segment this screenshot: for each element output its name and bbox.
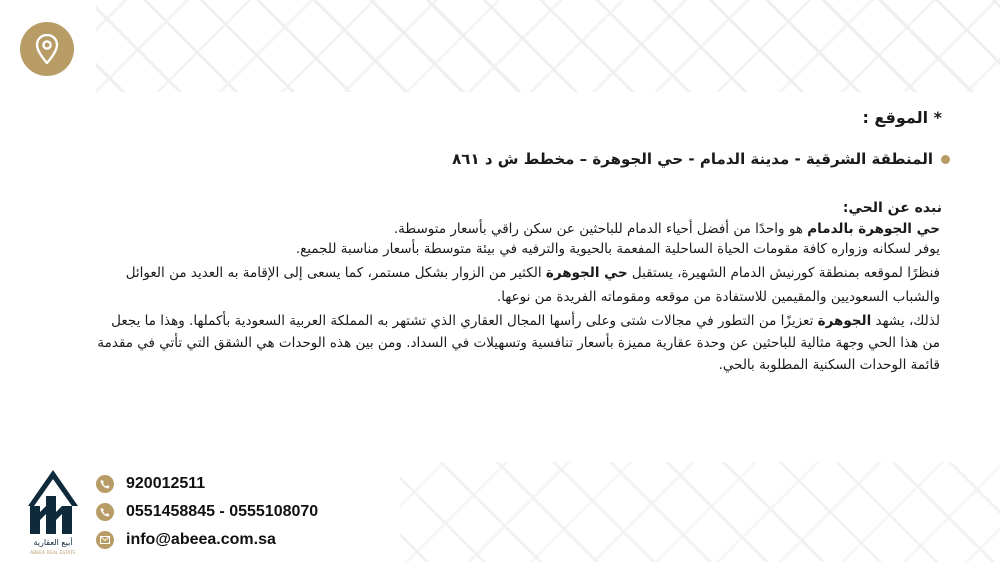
about-line: يوفر لسكانه وزواره كافة مقومات الحياة الساحلية المفعمة بالحيوية والترفيه في بيئة متوسطة بأسعار مناسبة للجميع. — [295, 241, 940, 257]
bottom-decorative-pattern — [400, 462, 1000, 562]
about-line: لذلك، يشهد الجوهرة تعزيزًا من التطور في مجالات شتى وعلى رأسها المجال العقاري الذي تشتهر به المملكة العربية السعودية بأكملها. وهذا ما يجعل — [111, 313, 940, 329]
mobile-icon — [96, 503, 114, 521]
company-logo — [24, 466, 82, 556]
location-heading: * الموقع : — [862, 108, 942, 127]
email-row — [96, 526, 318, 554]
location-pin-icon — [20, 22, 74, 76]
location-address — [452, 150, 950, 168]
about-line: من هذا الحي وجهة مثالية للباحثين عن وحدة عقارية مميزة بأسعار تنافسية وتسهيلات في السداد. ومن بين هذه الوحدات هي الشقق التي تأتي في مقدمة — [97, 335, 940, 351]
phone-number[interactable]: 920012511 — [126, 475, 206, 492]
bullet-dot — [941, 155, 950, 164]
svg-text:ABEEA REAL ESTATE: ABEEA REAL ESTATE — [30, 551, 76, 556]
phone-icon — [96, 475, 114, 493]
mobile-numbers[interactable]: 0551458845 - 0555108070 — [126, 503, 319, 520]
phone-row — [96, 470, 318, 498]
svg-text:أبيع العقارية: أبيع العقارية — [33, 538, 73, 547]
about-line: والشباب السعوديين والمقيمين للاستفادة من موقعه ومقوماته الفريدة من نوعها. — [496, 289, 940, 305]
about-line: قائمة الوحدات السكنية المطلوبة بالحي. — [718, 357, 940, 373]
top-decorative-pattern — [96, 0, 1000, 92]
about-heading: نبده عن الحي: — [842, 200, 942, 216]
email-address[interactable]: info@abeea.com.sa — [126, 531, 276, 548]
address-text: المنطقة الشرقية - مدينة الدمام - حي الجوهرة – مخطط ش د ٨٦١ — [452, 150, 933, 168]
contact-info — [96, 470, 318, 554]
mobile-row — [96, 498, 318, 526]
email-icon — [96, 531, 114, 549]
about-line: فنظرًا لموقعه بمنطقة كورنيش الدمام الشهيرة، يستقبل حي الجوهرة الكثير من الزوار بشكل مستمر، كما يسعى إلى الإقامة به العديد من العوائل — [125, 265, 940, 281]
about-line: حي الجوهرة بالدمام هو واحدًا من أفضل أحياء الدمام للباحثين عن سكن راقي بأسعار متوسطة. — [393, 221, 940, 237]
